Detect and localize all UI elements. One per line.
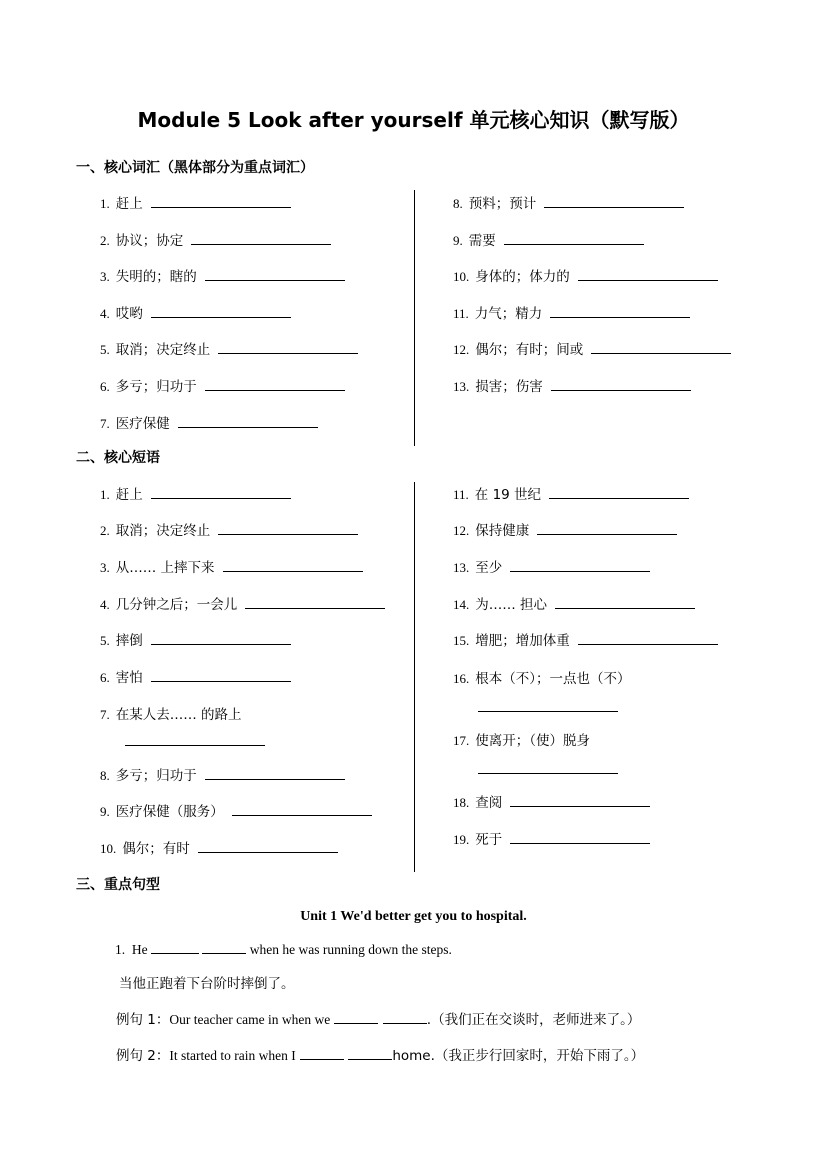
answer-blank[interactable] <box>510 829 650 844</box>
answer-blank[interactable] <box>151 667 291 682</box>
vocab-item: 4. 哎哟 <box>100 302 291 322</box>
phrase-item: 10. 偶尔；有时 <box>100 837 338 857</box>
answer-blank[interactable] <box>578 266 718 281</box>
answer-blank[interactable] <box>245 594 385 609</box>
phrase-item: 11. 在 19 世纪 <box>453 483 689 503</box>
answer-blank[interactable] <box>550 303 690 318</box>
page-title: Module 5 Look after yourself 单元核心知识（默写版） <box>137 108 690 132</box>
answer-blank[interactable] <box>478 710 618 712</box>
phrase-item: 18. 查阅 <box>453 791 650 811</box>
answer-blank[interactable] <box>510 792 650 807</box>
phrase-item: 12. 保持健康 <box>453 519 677 539</box>
vocab-item: 2. 协议；协定 <box>100 229 331 249</box>
phrase-item: 3. 从…… 上摔下来 <box>100 556 363 576</box>
answer-blank[interactable] <box>551 376 691 391</box>
answer-blank[interactable] <box>218 520 358 535</box>
phrase-item: 2. 取消；决定终止 <box>100 519 358 539</box>
phrase-item: 16. 根本（不）；一点也（不） <box>453 671 631 687</box>
answer-blank[interactable] <box>151 303 291 318</box>
answer-blank[interactable] <box>191 230 331 245</box>
answer-blank[interactable] <box>300 1047 344 1060</box>
vocab-item: 5. 取消；决定终止 <box>100 338 358 358</box>
vocab-item: 9. 需要 <box>453 229 644 249</box>
example-sentence: 例句 1：Our teacher came in when we .（我们正在交谈时，老师进来了。） <box>116 1012 641 1028</box>
section-sentences-heading: 三、重点句型 <box>76 877 160 893</box>
phrase-item: 14. 为…… 担心 <box>453 593 695 613</box>
answer-blank[interactable] <box>537 520 677 535</box>
phrase-item: 1. 赶上 <box>100 483 291 503</box>
unit-title: Unit 1 We'd better get you to hospital. <box>300 909 527 924</box>
vocab-item: 7. 医疗保健 <box>100 412 318 432</box>
answer-blank[interactable] <box>151 941 199 954</box>
phrase-item: 17. 使离开；（使）脱身 <box>453 733 590 749</box>
vocab-item: 3. 失明的；瞎的 <box>100 265 345 285</box>
answer-blank[interactable] <box>510 557 650 572</box>
column-divider <box>414 482 415 872</box>
phrase-item: 13. 至少 <box>453 556 650 576</box>
vocab-item: 10. 身体的；体力的 <box>453 265 718 285</box>
answer-blank[interactable] <box>178 413 318 428</box>
phrase-item: 19. 死于 <box>453 828 650 848</box>
vocab-item: 1. 赶上 <box>100 192 291 212</box>
phrase-item: 8. 多亏；归功于 <box>100 764 345 784</box>
answer-blank[interactable] <box>334 1011 378 1024</box>
phrase-item: 9. 医疗保健（服务） <box>100 800 372 820</box>
phrase-item: 15. 增肥；增加体重 <box>453 629 718 649</box>
vocab-item: 13. 损害；伤害 <box>453 375 691 395</box>
answer-blank[interactable] <box>348 1047 392 1060</box>
answer-blank[interactable] <box>383 1011 427 1024</box>
example-sentence: 例句 2：It started to rain when I home.（我正步行回家时，开始下雨了。） <box>116 1048 645 1064</box>
section-vocab-heading: 一、核心词汇（黑体部分为重点词汇） <box>76 160 314 176</box>
answer-blank[interactable] <box>504 230 644 245</box>
sentence-translation: 当他正跑着下台阶时摔倒了。 <box>119 976 295 992</box>
vocab-item: 8. 预料；预计 <box>453 192 684 212</box>
vocab-item: 12. 偶尔；有时；间或 <box>453 338 731 358</box>
answer-blank[interactable] <box>232 801 372 816</box>
answer-blank[interactable] <box>223 557 363 572</box>
vocab-item: 11. 力气；精力 <box>453 302 690 322</box>
answer-blank[interactable] <box>578 630 718 645</box>
phrase-item: 4. 几分钟之后；一会儿 <box>100 593 385 613</box>
phrase-item: 5. 摔倒 <box>100 629 291 649</box>
answer-blank[interactable] <box>125 744 265 746</box>
answer-blank[interactable] <box>151 630 291 645</box>
phrase-item: 6. 害怕 <box>100 666 291 686</box>
answer-blank[interactable] <box>555 594 695 609</box>
answer-blank[interactable] <box>549 484 689 499</box>
answer-blank[interactable] <box>151 484 291 499</box>
answer-blank[interactable] <box>591 339 731 354</box>
sentence-item: 1. He when he was running down the steps. <box>115 942 452 957</box>
section-phrases-heading: 二、核心短语 <box>76 450 160 466</box>
answer-blank[interactable] <box>205 376 345 391</box>
column-divider <box>414 190 415 446</box>
answer-blank[interactable] <box>151 193 291 208</box>
answer-blank[interactable] <box>205 765 345 780</box>
phrase-item: 7. 在某人去…… 的路上 <box>100 707 242 723</box>
vocab-item: 6. 多亏；归功于 <box>100 375 345 395</box>
answer-blank[interactable] <box>218 339 358 354</box>
answer-blank[interactable] <box>198 838 338 853</box>
answer-blank[interactable] <box>205 266 345 281</box>
answer-blank[interactable] <box>202 941 246 954</box>
answer-blank[interactable] <box>478 772 618 774</box>
answer-blank[interactable] <box>544 193 684 208</box>
